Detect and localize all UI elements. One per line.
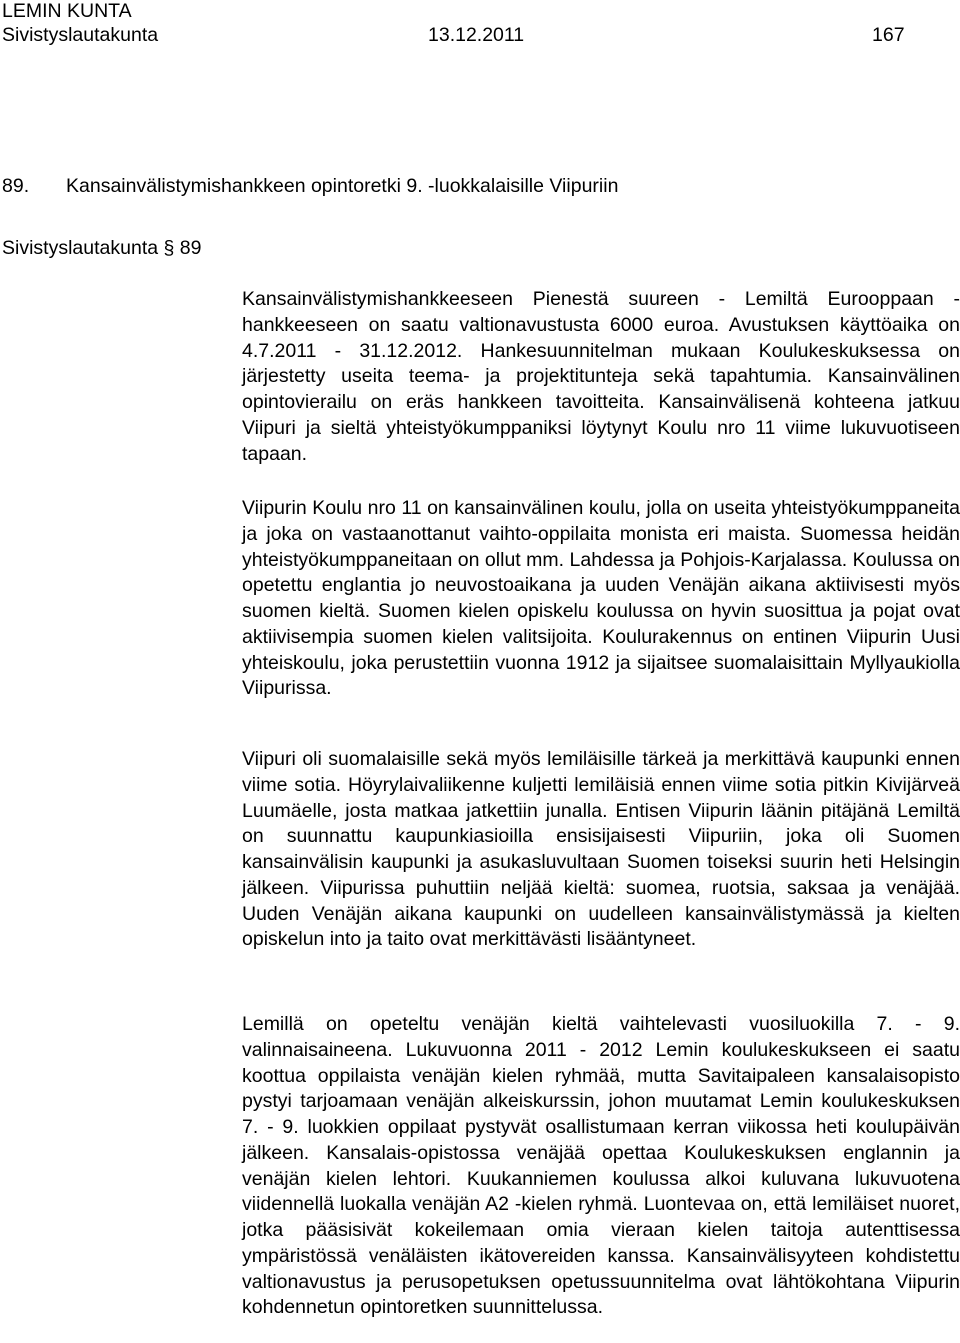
committee-reference: Sivistyslautakunta § 89 <box>2 237 202 259</box>
organization-name: LEMIN KUNTA <box>2 0 132 22</box>
paragraph: Viipuri oli suomalaisille sekä myös lemiläisille tärkeä ja merkittävä kaupunki ennen viime sotia. Höyrylaivaliikenne kuljetti lemiläisiä ennen viime sotia pitkin Kivijärveä Luumäelle, josta matkaa jatkettiin junalla. Entisen Viipurin läänin pitäjänä Lemiltä on suunnattu kaupunkiasioilla ensisijaisesti Viipuriin, joka oli Suomen kansainvälisin kaupunki ja asukasluvultaan Suomen toiseksi suurin heti Helsingin jälkeen. Viipurissa puhuttiin neljää kieltä: suomea, ruotsia, saksaa ja venäjää. Uuden Venäjän aikana kaupunki on uudelleen kansainvälistymässä ja kielten opiskelun into ja taito ovat merkittävästi lisääntyneet. <box>242 748 960 951</box>
paragraph: Lemillä on opeteltu venäjän kieltä vaihtelevasti vuosiluokilla 7. - 9. valinnaisaineena. Lukuvuonna 2011 - 2012 Lemin koulukeskukseen ei saatu koottua oppilaista venäjän kielen ryhmää, mutta Savitaipaleen kansalaisopisto pystyi tarjoamaan venäjän alkeiskurssin, johon muutamat Lemin koulukeskuksen 7. - 9. luokkien oppilaat pystyvät osallistumaan kerran viikossa heti koulupäivän jälkeen. Kansalais-opistossa venäjää opettaa Koulukeskuksen englannin ja venäjän kielen lehtori. Kuukanniemen koulussa alkoi kuluvana lukuvuotena viidennellä luokalla venäjän A2 -kielen ryhmä. Luontevaa on, että lemiläiset nuoret, jotka pääsisivät kokeilemaan omia vieraan kielen taitoja autenttisessa ympäristössä venäläisten ikätovereiden kanssa. Kansainvälisyyteen kohdistettu valtionavustus ja perusopetuksen opetussuunnitelma ovat lähtökohtana Viipurin kohdennetun opintoretken suunnittelussa. <box>242 1013 960 1319</box>
paragraph: Kansainvälistymishankkeeseen Pienestä suureen - Lemiltä Eurooppaan -hankkeeseen on saatu valtionavustusta 6000 euroa. Avustuksen käyttöaika on 4.7.2011 - 31.12.2012. Hankesuunnitelman mukaan Koulukeskuksessa on järjestetty useita teema- ja projektitunteja sekä tapahtumia. Kansainvälinen opintovierailu on eräs hankkeen tavoitteita. Kansainvälisenä kohteena jatkuu Viipuri ja sieltä yhteistyökumppaniksi löytynyt Koulu nro 11 viime lukuvuotiseen tapaan. <box>242 288 960 465</box>
section-number: 89. <box>2 175 30 197</box>
section-title: Kansainvälistymishankkeen opintoretki 9. -luokkalaisille Viipuriin <box>66 175 619 197</box>
meeting-date: 13.12.2011 <box>428 24 525 46</box>
department-name: Sivistyslautakunta <box>2 24 159 46</box>
paragraph: Viipurin Koulu nro 11 on kansainvälinen koulu, jolla on useita yhteistyökumppaneita ja joka on vastaanottanut vaihto-oppilaita monista eri maista. Suomessa heidän yhteistyökumppaneitaan on ollut mm. Lahdessa ja Pohjois-Karjalassa. Koulussa on opetettu englantia jo neuvostoaikana ja uuden Venäjän aikana aktiivisesti myös suomen kieltä. Suomen kielen opiskelu koulussa on hyvin suosittua ja pojat ovat aktiivisempia suomen kielen valitsijoita. Koulurakennus on entinen Viipurin Uusi yhteiskoulu, joka perustettiin vuonna 1912 ja sijaitsee suomalaisittain Myllyaukiolla Viipurissa. <box>242 497 960 700</box>
page-number: 167 <box>872 24 905 46</box>
